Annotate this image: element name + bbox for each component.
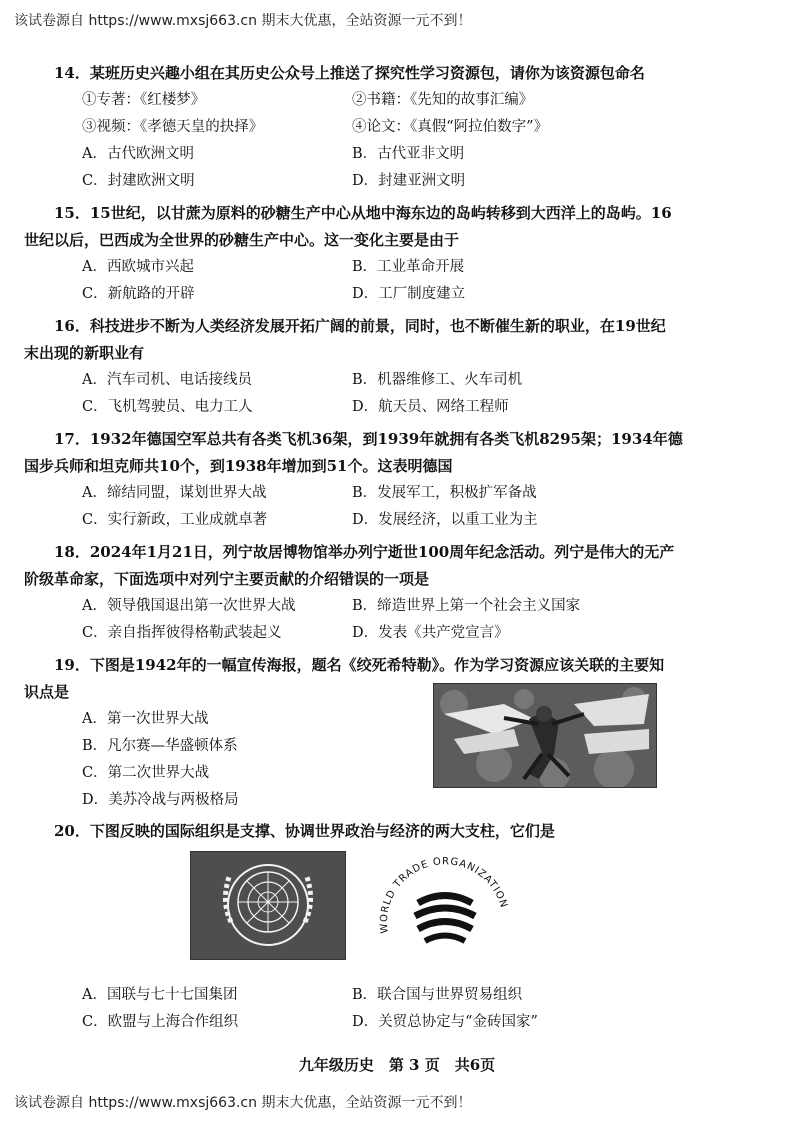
q16-option-d: D．航天员、网络工程师 — [352, 399, 509, 415]
q18-option-c: C．亲自指挥彼得格勒武装起义 — [82, 625, 282, 641]
q17-option-b: B．发展军工，积极扩军备战 — [352, 485, 537, 501]
q17-option-c: C．实行新政，工业成就卓著 — [82, 512, 268, 528]
q20-option-c: C．欧盟与上海合作组织 — [82, 1014, 239, 1030]
q14-option-a: A．古代欧洲文明 — [82, 146, 194, 162]
q19-option-c: C．第二次世界大战 — [82, 765, 210, 781]
q16-option-b: B．机器维修工、火车司机 — [352, 372, 523, 388]
page-footer: 九年级历史 第 3 页 共6页 — [298, 1056, 496, 1074]
q19-option-b: B．凡尔赛—华盛顿体系 — [82, 738, 238, 754]
q17-option-d: D．发展经济，以重工业为主 — [352, 512, 538, 528]
question-16-stem-line-1: 16．科技进步不断为人类经济发展开拓广阔的前景，同时，也不断催生新的职业，在19世纪 — [54, 317, 666, 335]
question-16-stem-line-2: 末出现的新职业有 — [24, 344, 145, 362]
q14-option-b: B．古代亚非文明 — [352, 146, 465, 162]
question-16 — [24, 313, 759, 421]
question-18-stem-line-1: 18．2024年1月21日，列宁故居博物馆举办列宁逝世100周年纪念活动。列宁是伟大的无产 — [54, 543, 675, 561]
q14-item-1: ①专著：《红楼梦》 — [82, 92, 206, 108]
question-18 — [24, 539, 759, 647]
question-20-stem: 20．下图反映的国际组织是支撑、协调世界政治与经济的两大支柱，它们是 — [54, 822, 555, 840]
q15-option-b: B．工业革命开展 — [352, 259, 465, 275]
q14-item-4: ④论文：《真假“阿拉伯数字”》 — [352, 119, 549, 135]
wto-logo-image — [370, 848, 520, 958]
un-emblem-image — [190, 851, 346, 960]
question-17-stem-line-2: 国步兵师和坦克师共10个，到1938年增加到51个。这表明德国 — [24, 457, 453, 475]
question-19-stem-line-1: 19．下图是1942年的一幅宣传海报，题名《绞死希特勒》。作为学习资源应该关联的主要知 — [54, 656, 665, 674]
q14-option-c: C．封建欧洲文明 — [82, 173, 195, 189]
q20-option-a: A．国联与七十七国集团 — [82, 987, 238, 1003]
question-15-stem-line-1: 15．15世纪，以甘蔗为原料的砂糖生产中心从地中海东边的岛屿转移到大西洋上的岛屿。16 — [54, 204, 672, 222]
question-19-stem-line-2: 识点是 — [24, 683, 70, 701]
wto-logo-text: WORLD TRADE ORGANIZATION — [378, 856, 510, 934]
question-17-stem-line-1: 17．1932年德国空军总共有各类飞机36架，到1939年就拥有各类飞机8295架；1934年德 — [54, 430, 683, 448]
q15-option-d: D．工厂制度建立 — [352, 286, 466, 302]
propaganda-poster-image — [433, 683, 657, 788]
question-15-stem-line-2: 世纪以后，巴西成为全世界的砂糖生产中心。这一变化主要是由于 — [24, 231, 460, 249]
q14-item-2: ②书籍：《先知的故事汇编》 — [352, 92, 534, 108]
q18-option-d: D．发表《共产党宣言》 — [352, 625, 509, 641]
q19-option-d: D．美苏冷战与两极格局 — [82, 792, 239, 808]
question-14-stem: 14．某班历史兴趣小组在其历史公众号上推送了探究性学习资源包，请你为该资源包命名 — [54, 64, 645, 82]
q19-option-a: A．第一次世界大战 — [82, 711, 209, 727]
q18-option-a: A．领导俄国退出第一次世界大战 — [82, 598, 296, 614]
q17-option-a: A．缔结同盟，谋划世界大战 — [82, 485, 267, 501]
q18-option-b: B．缔造世界上第一个社会主义国家 — [352, 598, 581, 614]
q14-option-d: D．封建亚洲文明 — [352, 173, 466, 189]
question-20 — [54, 818, 759, 845]
question-20-options — [54, 982, 759, 1036]
bottom-banner: 该试卷源自 https://www.mxsj663.cn 期末大优惠，全站资源一元不到！ — [14, 1095, 472, 1111]
question-17 — [24, 426, 759, 534]
q15-option-c: C．新航路的开辟 — [82, 286, 195, 302]
q20-option-d: D．关贸总协定与“金砖国家” — [352, 1014, 538, 1030]
q14-item-3: ③视频：《孝德天皇的抉择》 — [82, 119, 264, 135]
question-18-stem-line-2: 阶级革命家，下面选项中对列宁主要贡献的介绍错误的一项是 — [24, 570, 430, 588]
question-15 — [24, 200, 759, 308]
question-14 — [54, 60, 759, 195]
q15-option-a: A．西欧城市兴起 — [82, 259, 194, 275]
q16-option-c: C．飞机驾驶员、电力工人 — [82, 399, 253, 415]
top-banner: 该试卷源自 https://www.mxsj663.cn 期末大优惠，全站资源一元不到！ — [14, 13, 472, 29]
q20-option-b: B．联合国与世界贸易组织 — [352, 987, 523, 1003]
q16-option-a: A．汽车司机、电话接线员 — [82, 372, 252, 388]
